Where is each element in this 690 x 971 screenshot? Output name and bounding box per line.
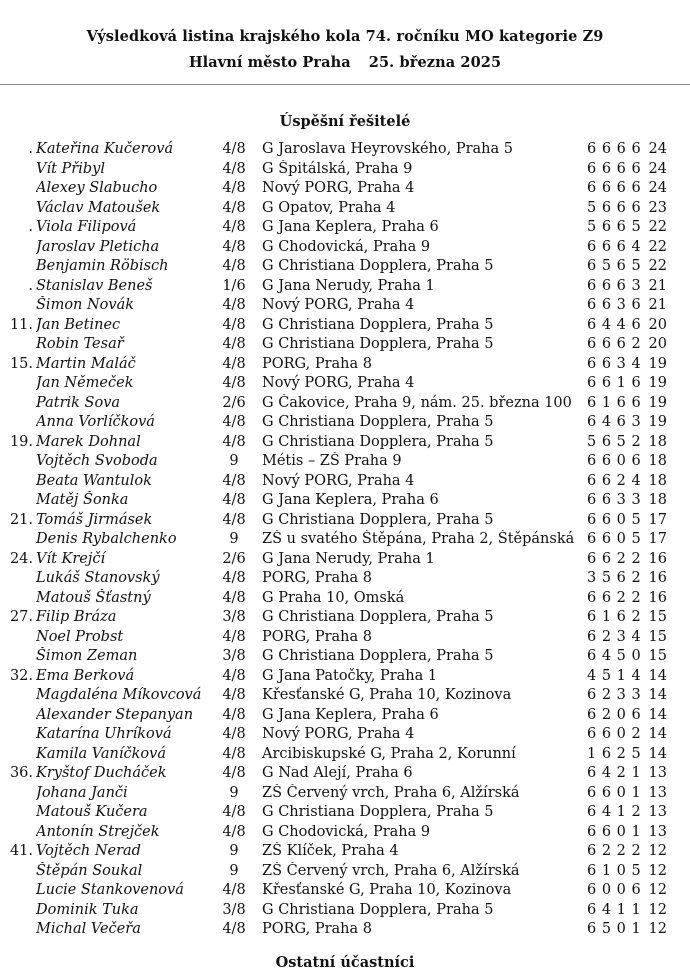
- name-cell: Vít Krejčí: [36, 550, 106, 567]
- name-cell: Antonín Strejček: [36, 823, 160, 840]
- school-cell: G Christiana Dopplera, Praha 5: [262, 316, 494, 333]
- school-cell: G Christiana Dopplera, Praha 5: [262, 511, 494, 528]
- grade-cell: 2/6: [222, 550, 246, 567]
- section-heading-others: Ostatní účastníci: [275, 954, 415, 971]
- total-cell: 13: [648, 765, 667, 781]
- name-cell: Vojtěch Nerad: [36, 843, 141, 859]
- rank-cell: 27.: [9, 609, 33, 625]
- total-cell: 22: [648, 219, 667, 235]
- school-cell: Nový PORG, Praha 4: [262, 726, 415, 742]
- scores-cell: 6 6 2 2: [587, 589, 642, 606]
- grade-cell: 4/8: [222, 375, 246, 391]
- school-cell: G Jana Patočky, Praha 1: [262, 667, 438, 684]
- grade-cell: 4/8: [222, 492, 246, 508]
- rank-cell: .: [28, 277, 33, 294]
- table-row: [0, 433, 690, 453]
- name-cell: Kateřina Kučerová: [36, 141, 174, 157]
- grade-cell: 4/8: [222, 628, 246, 645]
- region-label: Hlavní město Praha: [188, 54, 351, 71]
- table-row: [0, 647, 690, 667]
- school-cell: G Christiana Dopplera, Praha 5: [262, 414, 494, 430]
- table-row: [0, 550, 690, 570]
- table-row: [0, 725, 690, 745]
- grade-cell: 4/8: [222, 297, 246, 313]
- school-cell: G Jana Keplera, Praha 6: [262, 706, 439, 723]
- table-row: [0, 784, 690, 804]
- grade-cell: 3/8: [222, 901, 246, 918]
- grade-cell: 4/8: [222, 726, 246, 742]
- total-cell: 16: [648, 589, 667, 606]
- scores-cell: 5 6 5 2: [587, 433, 642, 450]
- table-row: [0, 823, 690, 843]
- scores-cell: 6 1 6 6: [587, 394, 642, 411]
- name-cell: Václav Matoušek: [36, 199, 161, 216]
- total-cell: 24: [648, 160, 667, 177]
- table-row: [0, 881, 690, 901]
- grade-cell: 4/8: [222, 472, 246, 489]
- grade-cell: 1/6: [222, 277, 246, 294]
- scores-cell: 6 6 3 6: [587, 297, 642, 313]
- school-cell: G Christiana Dopplera, Praha 5: [262, 609, 494, 625]
- name-cell: Jan Němeček: [36, 375, 134, 391]
- school-cell: G Čakovice, Praha 9, nám. 25. března 100: [262, 394, 572, 411]
- school-cell: Arcibiskupské G, Praha 2, Korunní: [262, 745, 516, 762]
- name-cell: Marek Dohnal: [36, 433, 141, 450]
- total-cell: 22: [648, 258, 667, 274]
- name-cell: Beata Wantulok: [36, 472, 152, 489]
- table-row: [0, 862, 690, 882]
- table-row: [0, 764, 690, 784]
- total-cell: 21: [648, 277, 667, 294]
- name-cell: Robin Tesař: [36, 336, 124, 352]
- total-cell: 19: [648, 355, 667, 372]
- school-cell: ZŠ Červený vrch, Praha 6, Alžírská: [262, 862, 520, 879]
- name-cell: Matouš Šťastný: [36, 589, 151, 606]
- rank-cell: 24.: [9, 550, 33, 567]
- name-cell: Martin Maláč: [36, 355, 136, 372]
- scores-cell: 6 4 1 1: [587, 901, 642, 918]
- school-cell: Nový PORG, Praha 4: [262, 375, 415, 391]
- grade-cell: 4/8: [222, 570, 246, 586]
- table-row: [0, 667, 690, 687]
- table-row: [0, 901, 690, 921]
- scores-cell: 5 6 6 5: [587, 219, 642, 235]
- total-cell: 12: [648, 882, 667, 898]
- scores-cell: 6 6 0 6: [587, 453, 642, 469]
- scores-cell: 6 6 2 4: [587, 472, 642, 489]
- school-cell: G Nad Alejí, Praha 6: [262, 765, 413, 781]
- total-cell: 17: [648, 531, 667, 547]
- total-cell: 16: [648, 550, 667, 567]
- scores-cell: 6 6 0 5: [587, 511, 642, 528]
- total-cell: 14: [648, 745, 667, 762]
- table-row: [0, 316, 690, 336]
- scores-cell: 6 6 0 5: [587, 531, 642, 547]
- scores-cell: 6 6 3 4: [587, 355, 642, 372]
- rank-cell: 32.: [9, 667, 33, 684]
- table-row: [0, 413, 690, 433]
- school-cell: PORG, Praha 8: [262, 628, 372, 645]
- name-cell: Viola Filipová: [36, 219, 137, 235]
- rank-cell: .: [28, 219, 33, 235]
- school-cell: G Jana Keplera, Praha 6: [262, 219, 439, 235]
- scores-cell: 6 6 0 1: [587, 823, 642, 840]
- name-cell: Stanislav Beneš: [36, 277, 153, 294]
- rank-cell: 15.: [9, 355, 33, 372]
- grade-cell: 4/8: [222, 414, 246, 430]
- table-row: [0, 920, 690, 940]
- school-cell: G Jana Nerudy, Praha 1: [262, 277, 435, 294]
- scores-cell: 6 6 6 6: [587, 160, 642, 177]
- table-row: [0, 160, 690, 180]
- grade-cell: 4/8: [222, 355, 246, 372]
- school-cell: G Jaroslava Heyrovského, Praha 5: [262, 141, 513, 157]
- name-cell: Štěpán Soukal: [36, 862, 143, 879]
- scores-cell: 6 6 6 6: [587, 180, 642, 196]
- name-cell: Matouš Kučera: [36, 804, 148, 820]
- grade-cell: 4/8: [222, 823, 246, 840]
- table-row: [0, 179, 690, 199]
- name-cell: Kryštof Ducháček: [36, 765, 167, 781]
- grade-cell: 4/8: [222, 804, 246, 820]
- table-row: [0, 394, 690, 414]
- header-divider: [0, 84, 690, 85]
- grade-cell: 4/8: [222, 589, 246, 606]
- total-cell: 14: [648, 726, 667, 742]
- name-cell: Vojtěch Svoboda: [36, 453, 158, 469]
- total-cell: 22: [648, 238, 667, 255]
- table-row: [0, 277, 690, 297]
- scores-cell: 6 4 4 6: [587, 316, 642, 333]
- table-row: [0, 491, 690, 511]
- school-cell: Nový PORG, Praha 4: [262, 180, 415, 196]
- table-row: [0, 374, 690, 394]
- table-row: [0, 199, 690, 219]
- school-cell: PORG, Praha 8: [262, 570, 372, 586]
- grade-cell: 3/8: [222, 609, 246, 625]
- scores-cell: 6 2 2 2: [587, 843, 642, 859]
- total-cell: 21: [648, 297, 667, 313]
- name-cell: Ema Berková: [36, 667, 135, 684]
- name-cell: Kamila Vaníčková: [36, 745, 166, 762]
- scores-cell: 6 6 0 1: [587, 784, 642, 801]
- school-cell: G Špitálská, Praha 9: [262, 160, 413, 177]
- table-row: [0, 803, 690, 823]
- table-row: [0, 589, 690, 609]
- grade-cell: 9: [229, 843, 239, 859]
- scores-cell: 6 4 5 0: [587, 648, 642, 664]
- scores-cell: 6 1 0 5: [587, 862, 642, 879]
- total-cell: 14: [648, 706, 667, 723]
- name-cell: Patrik Sova: [36, 394, 121, 411]
- total-cell: 19: [648, 414, 667, 430]
- scores-cell: 6 6 0 2: [587, 726, 642, 742]
- name-cell: Johana Janči: [36, 784, 128, 801]
- scores-cell: 6 4 2 1: [587, 765, 642, 781]
- school-cell: G Christiana Dopplera, Praha 5: [262, 336, 494, 352]
- school-cell: G Christiana Dopplera, Praha 5: [262, 258, 494, 274]
- name-cell: Denis Rybalchenko: [36, 531, 177, 547]
- rank-cell: .: [28, 141, 33, 157]
- grade-cell: 4/8: [222, 180, 246, 196]
- name-cell: Benjamin Röbisch: [36, 258, 169, 274]
- total-cell: 24: [648, 180, 667, 196]
- name-cell: Jan Betinec: [36, 316, 121, 333]
- total-cell: 12: [648, 921, 667, 937]
- total-cell: 15: [648, 628, 667, 645]
- total-cell: 15: [648, 648, 667, 664]
- grade-cell: 4/8: [222, 921, 246, 937]
- school-cell: G Chodovická, Praha 9: [262, 238, 431, 255]
- table-row: [0, 335, 690, 355]
- name-cell: Dominik Tuka: [36, 901, 139, 918]
- name-cell: Tomáš Jirmásek: [36, 511, 153, 528]
- scores-cell: 6 5 0 1: [587, 921, 642, 937]
- scores-cell: 6 6 6 2: [587, 336, 642, 352]
- total-cell: 19: [648, 394, 667, 411]
- school-cell: ZŠ u svatého Štěpána, Praha 2, Štěpánská: [262, 531, 575, 547]
- grade-cell: 9: [229, 453, 239, 469]
- rank-cell: 11.: [9, 316, 33, 333]
- school-cell: ZŠ Červený vrch, Praha 6, Alžírská: [262, 784, 520, 801]
- total-cell: 24: [648, 141, 667, 157]
- scores-cell: 6 6 6 4: [587, 238, 642, 255]
- scores-cell: 6 4 1 2: [587, 804, 642, 820]
- name-cell: Lucie Stankovenová: [36, 882, 184, 898]
- total-cell: 17: [648, 511, 667, 528]
- name-cell: Michal Večeřa: [36, 921, 141, 937]
- grade-cell: 4/8: [222, 238, 246, 255]
- scores-cell: 6 6 2 2: [587, 550, 642, 567]
- table-row: [0, 530, 690, 550]
- table-row: [0, 140, 690, 160]
- rank-cell: 21.: [9, 511, 33, 528]
- grade-cell: 3/8: [222, 648, 246, 664]
- rank-cell: 19.: [9, 433, 33, 450]
- name-cell: Šimon Novák: [36, 297, 135, 313]
- grade-cell: 4/8: [222, 765, 246, 781]
- table-row: [0, 452, 690, 472]
- scores-cell: 6 6 3 3: [587, 492, 642, 508]
- total-cell: 18: [648, 433, 667, 450]
- scores-cell: 6 6 6 3: [587, 277, 642, 294]
- scores-cell: 6 1 6 2: [587, 609, 642, 625]
- scores-cell: 3 5 6 2: [587, 570, 642, 586]
- name-cell: Šimon Zeman: [36, 648, 138, 664]
- table-row: [0, 296, 690, 316]
- school-cell: G Christiana Dopplera, Praha 5: [262, 433, 494, 450]
- grade-cell: 2/6: [222, 394, 246, 411]
- school-cell: G Jana Keplera, Praha 6: [262, 492, 439, 508]
- scores-cell: 4 5 1 4: [587, 667, 642, 684]
- total-cell: 18: [648, 453, 667, 469]
- name-cell: Katarína Uhríková: [36, 726, 172, 742]
- school-cell: Křesťanské G, Praha 10, Kozinova: [262, 882, 512, 898]
- name-cell: Matěj Šonka: [36, 492, 129, 508]
- table-row: [0, 238, 690, 258]
- table-row: [0, 608, 690, 628]
- school-cell: G Opatov, Praha 4: [262, 199, 396, 216]
- name-cell: Alexey Slabucho: [36, 180, 158, 196]
- grade-cell: 4/8: [222, 336, 246, 352]
- school-cell: ZŠ Klíček, Praha 4: [262, 843, 399, 859]
- grade-cell: 9: [229, 531, 239, 547]
- table-row: [0, 511, 690, 531]
- grade-cell: 4/8: [222, 199, 246, 216]
- total-cell: 18: [648, 492, 667, 508]
- total-cell: 23: [648, 199, 667, 216]
- school-cell: PORG, Praha 8: [262, 921, 372, 937]
- total-cell: 15: [648, 609, 667, 625]
- total-cell: 19: [648, 375, 667, 391]
- school-cell: Nový PORG, Praha 4: [262, 297, 415, 313]
- table-row: [0, 628, 690, 648]
- table-row: [0, 218, 690, 238]
- name-cell: Alexander Stepanyan: [36, 706, 194, 723]
- grade-cell: 4/8: [222, 687, 246, 703]
- table-row: [0, 706, 690, 726]
- name-cell: Vít Přibyl: [36, 160, 105, 177]
- rank-cell: 41.: [9, 843, 33, 859]
- total-cell: 20: [648, 316, 667, 333]
- rank-cell: 36.: [9, 765, 33, 781]
- table-row: [0, 842, 690, 862]
- total-cell: 12: [648, 862, 667, 879]
- table-row: [0, 472, 690, 492]
- total-cell: 14: [648, 667, 667, 684]
- table-row: [0, 745, 690, 765]
- grade-cell: 4/8: [222, 745, 246, 762]
- school-cell: G Christiana Dopplera, Praha 5: [262, 804, 494, 820]
- name-cell: Lukáš Stanovský: [36, 570, 160, 586]
- school-cell: G Christiana Dopplera, Praha 5: [262, 648, 494, 664]
- document-title: Výsledková listina krajského kola 74. ročníku MO kategorie Z9: [86, 28, 604, 45]
- school-cell: PORG, Praha 8: [262, 355, 372, 372]
- name-cell: Anna Vorlíčková: [36, 414, 155, 430]
- grade-cell: 4/8: [222, 667, 246, 684]
- grade-cell: 4/8: [222, 433, 246, 450]
- scores-cell: 6 2 3 3: [587, 687, 642, 703]
- name-cell: Noel Probst: [36, 628, 124, 645]
- total-cell: 13: [648, 784, 667, 801]
- scores-cell: 5 6 6 6: [587, 199, 642, 216]
- grade-cell: 9: [229, 862, 239, 879]
- grade-cell: 4/8: [222, 160, 246, 177]
- total-cell: 12: [648, 901, 667, 918]
- name-cell: Jaroslav Pleticha: [36, 238, 160, 255]
- scores-cell: 6 0 0 6: [587, 882, 642, 898]
- grade-cell: 4/8: [222, 258, 246, 274]
- date-label: 25. března 2025: [368, 54, 502, 71]
- scores-cell: 6 5 6 5: [587, 258, 642, 274]
- name-cell: Magdaléna Míkovcová: [36, 687, 202, 703]
- grade-cell: 4/8: [222, 316, 246, 333]
- name-cell: Filip Bráza: [36, 609, 117, 625]
- scores-cell: 6 6 6 6: [587, 141, 642, 157]
- school-cell: G Praha 10, Omská: [262, 589, 405, 606]
- total-cell: 13: [648, 804, 667, 820]
- total-cell: 20: [648, 336, 667, 352]
- grade-cell: 4/8: [222, 141, 246, 157]
- total-cell: 14: [648, 687, 667, 703]
- grade-cell: 9: [229, 784, 239, 801]
- scores-cell: 6 2 3 4: [587, 628, 642, 645]
- school-cell: G Jana Nerudy, Praha 1: [262, 550, 435, 567]
- total-cell: 12: [648, 843, 667, 859]
- scores-cell: 6 2 0 6: [587, 706, 642, 723]
- scores-cell: 6 6 1 6: [587, 375, 642, 391]
- school-cell: Métis – ZŠ Praha 9: [262, 453, 402, 469]
- section-heading-successful: Úspěšní řešitelé: [279, 113, 411, 130]
- table-row: [0, 355, 690, 375]
- grade-cell: 4/8: [222, 511, 246, 528]
- total-cell: 16: [648, 570, 667, 586]
- total-cell: 13: [648, 823, 667, 840]
- grade-cell: 4/8: [222, 219, 246, 235]
- school-cell: Křesťanské G, Praha 10, Kozinova: [262, 687, 512, 703]
- scores-cell: 6 4 6 3: [587, 414, 642, 430]
- school-cell: G Christiana Dopplera, Praha 5: [262, 901, 494, 918]
- table-row: [0, 686, 690, 706]
- school-cell: Nový PORG, Praha 4: [262, 472, 415, 489]
- school-cell: G Chodovická, Praha 9: [262, 823, 431, 840]
- scores-cell: 1 6 2 5: [587, 745, 642, 762]
- grade-cell: 4/8: [222, 882, 246, 898]
- grade-cell: 4/8: [222, 706, 246, 723]
- table-row: [0, 257, 690, 277]
- document-subtitle: [0, 54, 690, 71]
- table-row: [0, 569, 690, 589]
- total-cell: 18: [648, 472, 667, 489]
